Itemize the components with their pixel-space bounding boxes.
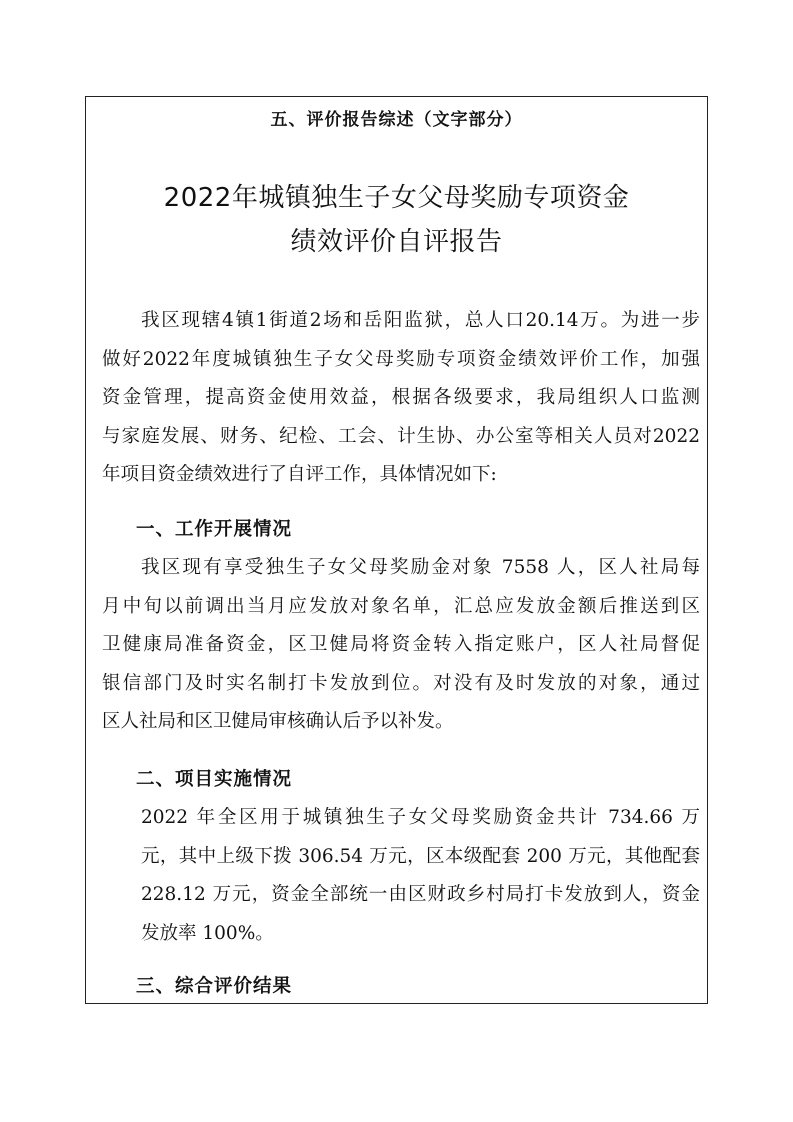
section-1-line: 卫健康局准备资金，区卫健局将资金转入指定账户，区人社局督促 [102,634,700,655]
intro-paragraph [102,302,700,495]
section-1-paragraph [102,549,700,742]
intro-line: 资金管理，提高资金使用效益，根据各级要求，我局组织人口监测 [102,387,700,408]
intro-line: 年项目资金绩效进行了自评工作，具体情况如下: [102,464,497,485]
section-1-line: 我区现有享受独生子女父母奖励金对象 7558 人，区人社局每 [141,557,700,578]
section-header: 五、评价报告综述（文字部分） [270,110,523,130]
section-2-line: 2022 年全区用于城镇独生子女父母奖励资金共计 734.66 万 [141,807,700,828]
intro-line: 与家庭发展、财务、纪检、工会、计生协、办公室等相关人员对2022 [102,425,700,447]
section-1-line: 区人社局和区卫健局审核确认后予以补发。 [102,711,454,732]
section-2-line: 发放率 100%。 [141,922,274,944]
report-title-line-1: 2022年城镇独生子女父母奖励专项资金 [163,183,630,213]
section-2-paragraph [102,799,700,953]
section-2-line: 元，其中上级下拨 306.54 万元，区本级配套 200 万元，其他配套 [141,845,700,867]
section-1-heading: 一、工作开展情况 [136,519,293,540]
section-2-line: 228.12 万元，资金全部统一由区财政乡村局打卡发放到人，资金 [141,884,700,905]
intro-line: 做好2022年度城镇独生子女父母奖励专项资金绩效评价工作，加强 [102,348,700,370]
section-1-line: 银信部门及时实名制打卡发放到位。对没有及时发放的对象，通过 [102,672,700,694]
section-1-line: 月中旬以前调出当月应发放对象名单，汇总应发放金额后推送到区 [102,595,700,617]
report-frame [85,96,708,1004]
section-2-heading: 二、项目实施情况 [136,769,293,790]
intro-line: 我区现辖4镇1街道2场和岳阳监狱，总人口20.14万。为进一步 [141,310,700,331]
section-3-heading: 三、综合评价结果 [136,976,293,997]
report-title-line-2: 绩效评价自评报告 [290,227,503,257]
